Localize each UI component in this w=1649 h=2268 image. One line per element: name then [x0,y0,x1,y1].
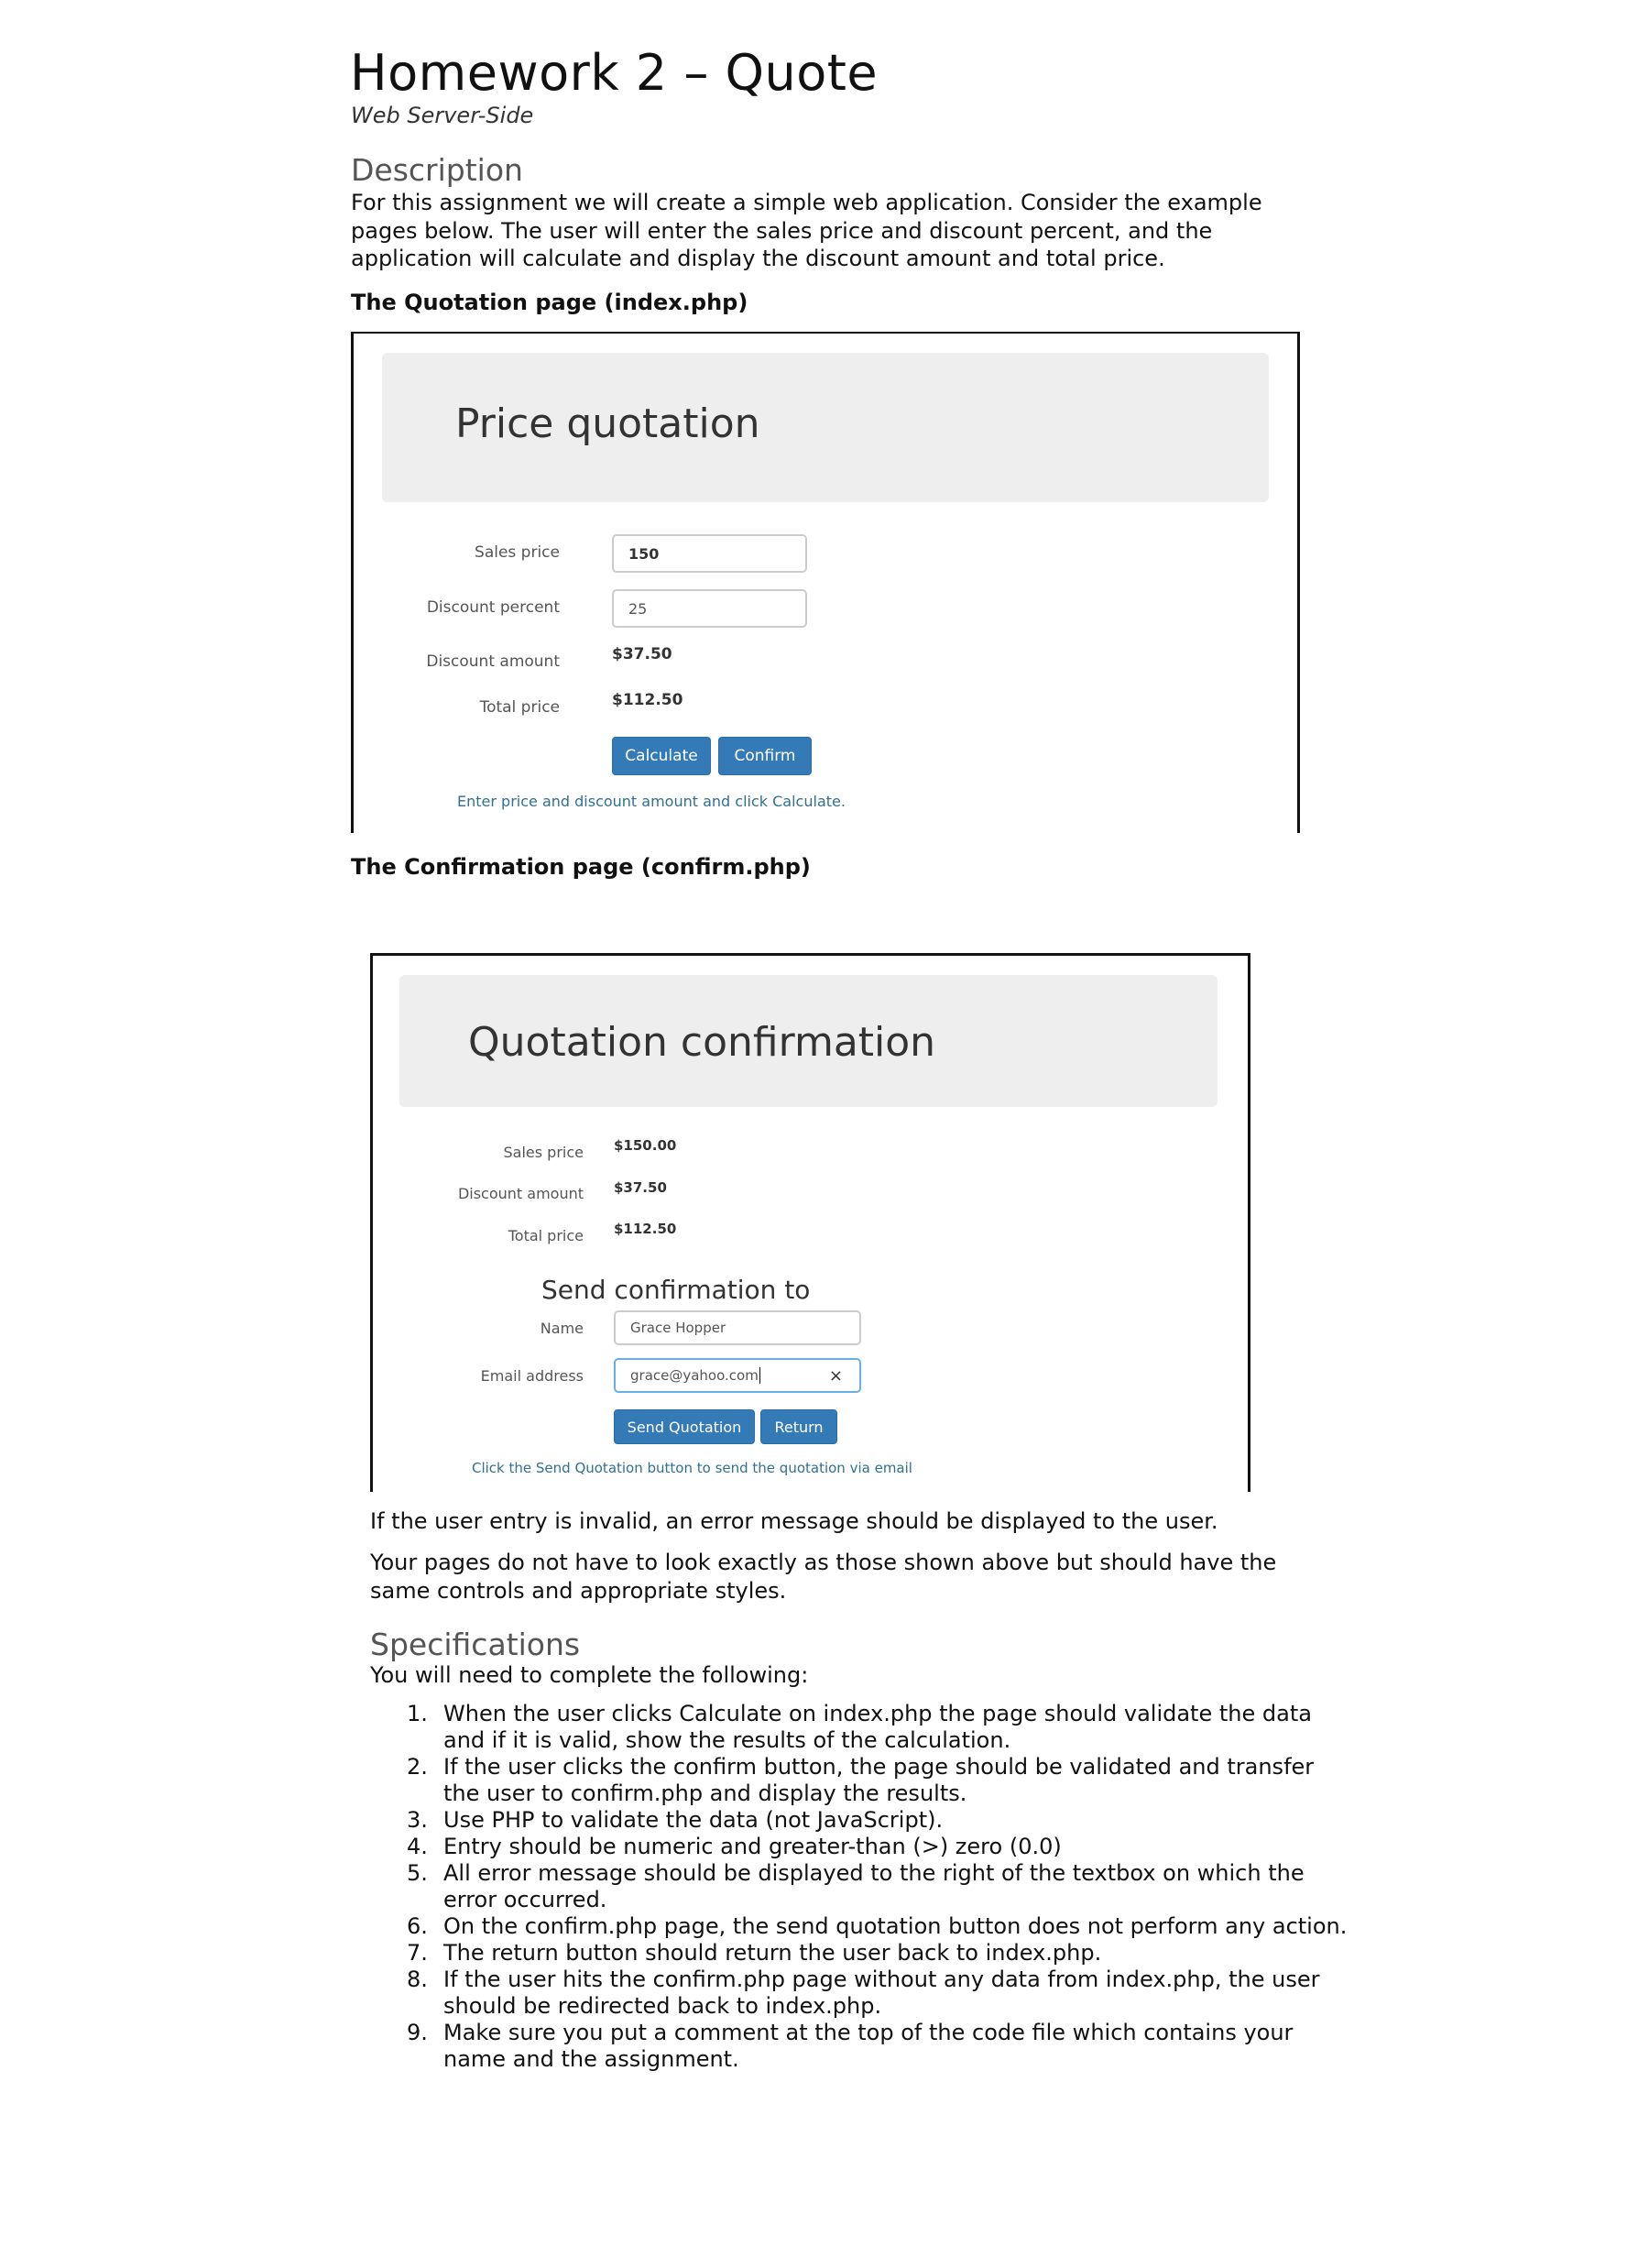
confirm-total-price-value: $112.50 [614,1221,677,1237]
email-input[interactable] [614,1358,861,1393]
confirm-discount-amount-value: $37.50 [614,1179,667,1196]
list-item: 4. Entry should be numeric and greater-than (>) zero (0.0) [407,1834,1062,1859]
discount-amount-value: $37.50 [612,645,672,663]
quotation-page-heading: Price quotation [455,400,760,447]
specifications-intro: You will need to complete the following: [370,1662,809,1688]
total-price-label: Total price [479,698,560,717]
confirmation-page-frame [370,953,1250,1492]
quotation-jumbotron [382,353,1269,502]
quotation-caption: The Quotation page (index.php) [351,290,748,315]
list-item: 8. If the user hits the confirm.php page without any data from index.php, the user should be redirected back to index.php. [407,1967,1320,2019]
confirm-discount-amount-label: Discount amount [457,1185,584,1202]
quotation-page-frame [351,332,1300,833]
invalid-entry-text: If the user entry is invalid, an error message should be displayed to the user. [370,1508,1218,1534]
list-item: 6. On the confirm.php page, the send quotation button does not perform any action. [407,1913,1348,1939]
confirm-sales-price-label: Sales price [503,1144,584,1161]
clear-input-icon[interactable]: × [828,1366,843,1386]
confirmation-caption: The Confirmation page (confirm.php) [351,854,811,880]
confirmation-page-heading: Quotation confirmation [468,1019,936,1066]
description-heading: Description [351,152,523,188]
specifications-list [370,1701,1355,2073]
list-item: 1. When the user clicks Calculate on index.php the page should validate the data and if it is valid, show the results of the calculation. [407,1701,1312,1753]
confirmation-jumbotron [399,975,1218,1107]
text-caret [759,1367,760,1384]
confirm-button[interactable]: Confirm [718,737,812,775]
calculate-button[interactable]: Calculate [612,737,711,775]
return-button[interactable]: Return [760,1409,837,1444]
discount-percent-label: Discount percent [426,598,560,617]
confirm-sales-price-value: $150.00 [614,1137,677,1154]
confirm-total-price-label: Total price [508,1227,584,1244]
document-subtitle: Web Server-Side [351,103,534,128]
email-input-value: grace@yahoo.com [630,1367,759,1384]
sales-price-label: Sales price [475,543,560,562]
total-price-value: $112.50 [612,691,683,709]
list-item: 5. All error message should be displayed to the right of the textbox on which the error occurred. [407,1860,1305,1912]
styles-note-text: Your pages do not have to look exactly as those shown above but should have the same controls and appropriate styles. [370,1550,1277,1604]
confirmation-hint: Click the Send Quotation button to send the quotation via email [472,1460,912,1476]
name-input[interactable]: Grace Hopper [614,1310,861,1345]
email-label: Email address [480,1367,584,1385]
name-label: Name [540,1320,584,1337]
quotation-hint: Enter price and discount amount and click Calculate. [457,793,846,810]
discount-amount-label: Discount amount [426,652,560,671]
sales-price-input[interactable]: 150 [612,534,807,573]
document-title: Homework 2 – Quote [350,44,879,102]
list-item: 9. Make sure you put a comment at the top of the code file which contains your name and the assignment. [407,2020,1294,2072]
discount-percent-input[interactable]: 25 [612,589,807,628]
specifications-heading: Specifications [370,1627,581,1662]
list-item: 2. If the user clicks the confirm button, the page should be validated and transfer the user to confirm.php and display the results. [407,1754,1315,1806]
send-quotation-button[interactable]: Send Quotation [614,1409,755,1444]
list-item: 3. Use PHP to validate the data (not JavaScript). [407,1807,944,1833]
list-item: 7. The return button should return the user back to index.php. [407,1940,1102,1966]
send-confirmation-heading: Send confirmation to [541,1275,811,1305]
description-text: For this assignment we will create a simple web application. Consider the example pages below. The user will enter the sales price and discount percent, and the application will calculate and display the discount amount and total price. [351,190,1262,271]
